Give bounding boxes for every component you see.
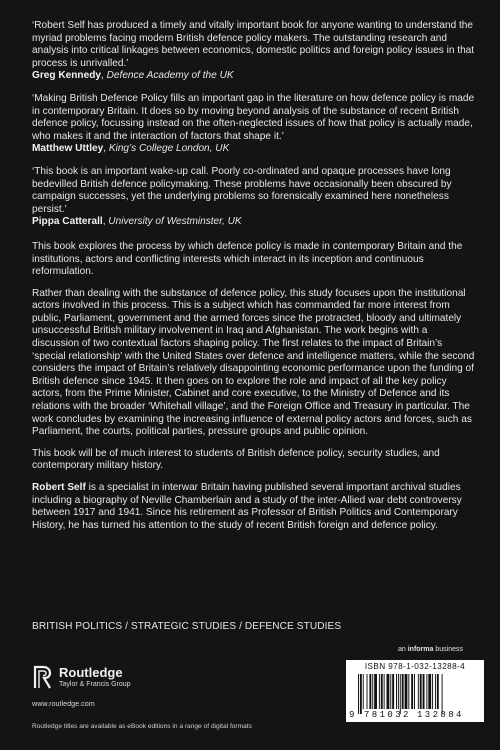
barcode-bar <box>372 674 373 709</box>
reviewer-name: Greg Kennedy <box>32 70 101 82</box>
barcode-bar <box>400 674 401 714</box>
barcode-bar <box>398 674 399 709</box>
barcode-bar <box>384 674 385 709</box>
barcode-bar <box>374 674 377 709</box>
informa-wordmark: informa <box>407 646 434 653</box>
barcode-bar <box>387 674 390 709</box>
publisher-name: Routledge <box>59 664 123 680</box>
subject-categories: BRITISH POLITICS / STRATEGIC STUDIES / DEFENCE STUDIES <box>32 621 342 632</box>
review-3 <box>32 166 476 229</box>
barcode-bar <box>405 674 408 709</box>
review-attribution: Greg Kennedy, Defence Academy of the UK <box>32 70 234 82</box>
barcode-bar <box>381 674 383 709</box>
author-bio <box>32 482 476 532</box>
barcode-bar <box>426 674 427 709</box>
reviewer-institution: King’s College London, UK <box>108 143 230 155</box>
barcode-bar <box>437 674 439 709</box>
reviewer-name: Matthew Uttley <box>32 143 104 155</box>
reviewer-name: Pippa Catterall <box>32 216 103 228</box>
publisher-brand <box>59 666 131 689</box>
review-quote: ‘Making British Defence Policy fills an important gap in the literature on how defence policy is made in contemporary Britain. It does so by moving beyond analysis of the substance of recent British defence policy, focussing instead on the often-neglected issues of how that policy is actually made, who makes it and the interaction of factors that shape it.’ <box>32 92 475 142</box>
publisher-logo <box>32 664 131 690</box>
description-paragraph: This book explores the process by which defence policy is made in contemporary Britain and the institutions, actors and conflicting interests which interact in its inception and continuous reformulation. <box>32 240 463 278</box>
description-paragraph: This book will be of much interest to students of British defence policy, security studies, and contemporary military history. <box>32 447 440 472</box>
barcode-bar <box>428 674 431 709</box>
routledge-logo-icon <box>32 664 54 690</box>
description-paragraph: Rather than dealing with the substance of defence policy, this study focuses upon the institutional actors involved in this process. This is a subject which has commanded far more interest from public, Parliament, government and the armed forces since the protracted, bloody and ultimately unsuccessful British military involvement in Iraq and Afghanistan. The work begins with a discussion of two contextual factors shaping policy. The first relates to the impact of Britain’s ‘special relationship’ with the United States over defence and intelligence matters, while the second considers the impact of Britain’s relatively disappointing economic performance upon the funding of British defence since 1945. It then goes on to explore the role and impact of all the key policy actors, from the Prime Minister, Cabinet and core executive, to the Ministry of Defence and its relations with the broader ‘Whitehall village’, and the Foreign Office and Treasury in particular. The work concludes by examining the increasing influence of external policy actors and forces, such as Parliament, the courts, political parties, pressure groups and public opinion. <box>32 287 475 438</box>
barcode-bar <box>363 674 364 709</box>
informa-prefix: an <box>398 646 408 653</box>
barcode-bar <box>432 674 433 709</box>
barcode-bar <box>367 674 368 709</box>
barcode-bar <box>414 674 415 709</box>
barcode-bar <box>420 674 422 709</box>
barcode-bar <box>402 674 404 709</box>
barcode-icon <box>356 674 474 714</box>
reviewer-institution: University of Westminster, UK <box>108 216 242 228</box>
barcode-bar <box>435 674 436 709</box>
barcode-bar <box>442 674 443 714</box>
barcode-bar <box>423 674 425 709</box>
ean-first-digit: 9 <box>349 710 355 720</box>
barcode-bar <box>418 674 419 709</box>
barcode-bar <box>392 674 394 709</box>
barcode-bar <box>358 674 359 714</box>
review-quote: ‘This book is an important wake-up call. Poorly co-ordinated and opaque processes have long bedevilled British defence policymaking. These problems have occasionally been obscured by campaign successes, yet the underlying problems so forensically examined here nonetheless persist.’ <box>32 165 452 215</box>
barcode-bar <box>411 674 413 709</box>
review-2 <box>32 93 476 156</box>
informa-tagline <box>398 646 463 653</box>
barcode-panel <box>346 660 484 722</box>
informa-suffix: business <box>433 646 463 653</box>
isbn-label: ISBN 978-1-032-13288-4 <box>364 662 466 671</box>
ean-right-digits: 132884 <box>417 710 464 720</box>
barcode-bar <box>390 674 391 709</box>
review-attribution: Matthew Uttley, King’s College London, UK <box>32 143 230 155</box>
barcode-bar <box>408 674 409 709</box>
author-name: Robert Self <box>32 482 86 493</box>
barcode-bar <box>369 674 371 709</box>
barcode-bar <box>360 674 362 714</box>
publisher-group: Taylor & Francis Group <box>59 680 131 688</box>
publisher-website[interactable]: www.routledge.com <box>32 699 95 708</box>
review-attribution: Pippa Catterall, University of Westminster, UK <box>32 216 242 228</box>
cover-text <box>32 20 476 541</box>
author-bio-text: is a specialist in interwar Britain having published several important archival studies including a biography of Neville Chamberlain and a study of the inter-Allied war debt controversy between 1917 and 1941. Since his retirement as Professor of British Politics and Contemporary History, he has turned his attention to the study of recent British foreign and defence policy. <box>32 482 462 531</box>
review-1 <box>32 20 476 83</box>
review-quote: ‘Robert Self has produced a timely and vitally important book for anyone wanting to understand the myriad problems facing modern British defence policy makers. The outstanding research and analysis into critical linkages between economics, domestic politics and foreign policy issues in that process is unrivalled.’ <box>32 20 475 69</box>
ebook-note: Routledge titles are available as eBook editions in a range of digital formats <box>32 723 252 730</box>
barcode-bar <box>396 674 397 709</box>
ean-left-digits: 781032 <box>364 710 411 720</box>
barcode-bar <box>379 674 380 709</box>
reviewer-institution: Defence Academy of the UK <box>106 70 234 82</box>
